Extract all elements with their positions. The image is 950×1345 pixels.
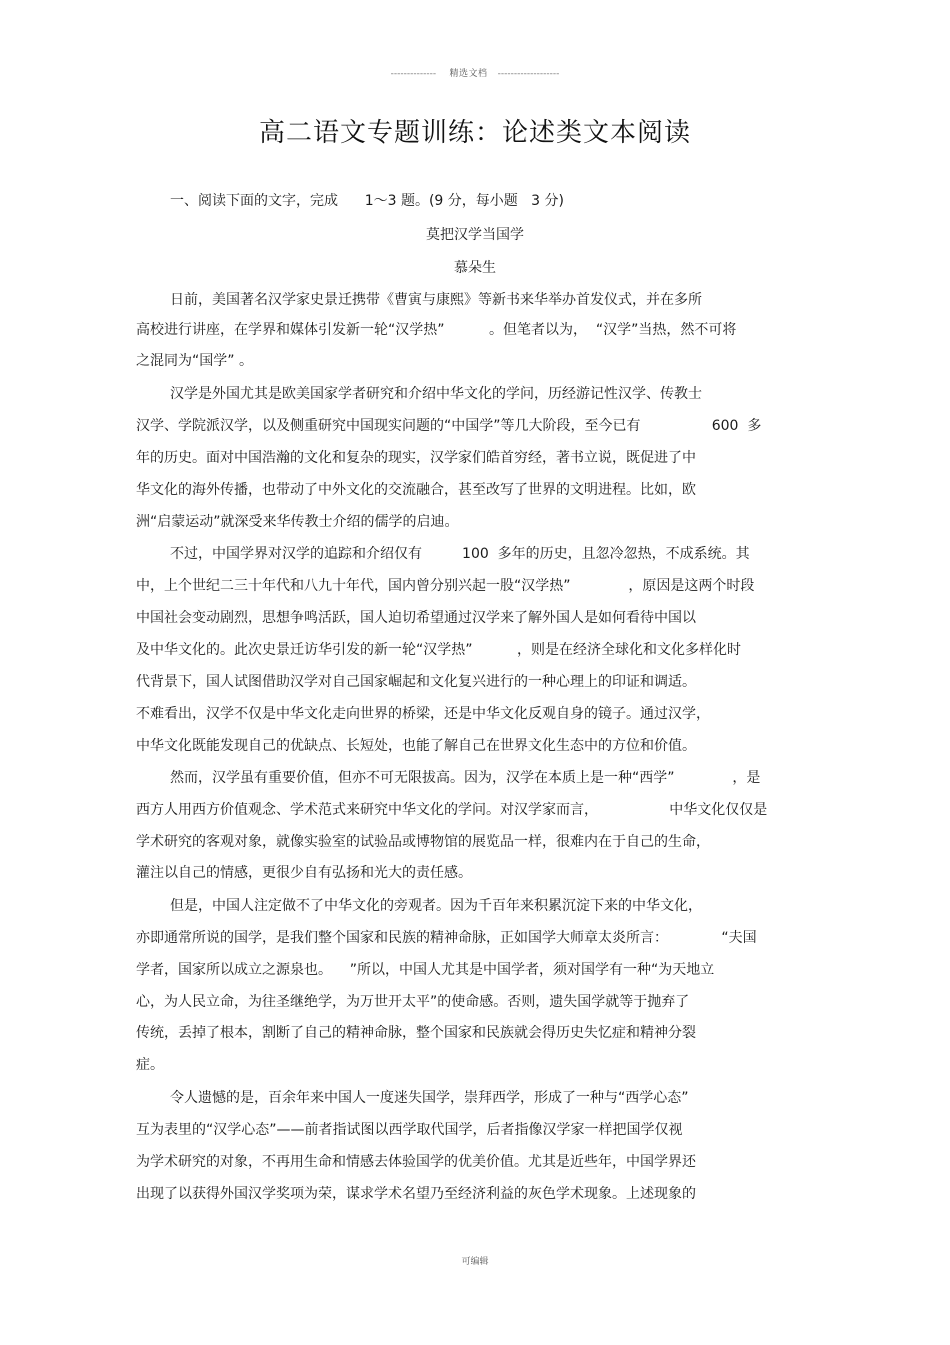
text-line: 华文化的海外传播，也带动了中外文化的交流融合，甚至改写了世界的文明进程。比如，欧 [136,482,696,498]
text-line: 但是，中国人注定做不了中华文化的旁观者。因为千百年来积累沉淀下来的中华文化， [170,898,702,914]
text-line: 亦即通常所说的国学，是我们整个国家和民族的精神命脉，正如国学大师章太炎所言： “夫国 [136,930,757,946]
header-label: 精选文档 [449,69,488,79]
text-line: 洲“启蒙运动”就深受来华传教士介绍的儒学的启迪。 [136,514,459,530]
text-line: 年的历史。面对中国浩瀚的文化和复杂的现实，汉学家们皓首穷经，著书立说，既促进了中 [136,450,696,466]
page-footer: 可编辑 [461,1257,489,1267]
text-line: 代背景下，国人试图借助汉学对自己国家崛起和文化复兴进行的一种心理上的印证和调适。 [136,674,696,690]
text-line: 日前，美国著名汉学家史景迁携带《曹寅与康熙》等新书来华举办首发仪式，并在多所 [170,292,702,308]
text-line: 令人遗憾的是，百余年来中国人一度迷失国学，崇拜西学，形成了一种与“西学心态” [170,1090,689,1106]
text-line: 症。 [136,1057,164,1073]
text-line: 灌注以自己的情感，更很少自有弘扬和光大的责任感。 [136,865,472,881]
document-title: 高二语文专题训练：论述类文本阅读 [258,118,691,148]
text-line: 不难看出，汉学不仅是中华文化走向世界的桥梁，还是中华文化反观自身的镜子。通过汉学， [136,706,710,722]
header-dashes-left: -------------- [390,69,437,79]
article-title: 莫把汉学当国学 [426,227,524,243]
text-line: 心，为人民立命，为往圣继绝学，为万世开太平”的使命感。否则，遗失国学就等于抛弃了 [136,994,690,1010]
text-line: 不过，中国学界对汉学的追踪和介绍仅有 100 多年的历史，且忽冷忽热，不成系统。其 [170,546,750,562]
text-line: 西方人用西方价值观念、学术范式来研究中华文化的学问。对汉学家而言， 中华文化仅仅是 [136,802,768,818]
text-line: 汉学、学院派汉学，以及侧重研究中国现实问题的“中国学”等几大阶段，至今已有 600 多 [136,418,762,434]
text-line: 中华文化既能发现自己的优缺点、长短处，也能了解自己在世界文化生态中的方位和价值。 [136,738,696,754]
article-author: 慕朵生 [454,260,496,276]
text-line: 互为表里的“汉学心态”——前者指试图以西学取代国学，后者指像汉学家一样把国学仅视 [136,1122,683,1138]
text-line: 然而，汉学虽有重要价值，但亦不可无限拔高。因为，汉学在本质上是一种“西学” ，是 [170,770,761,786]
text-line: 汉学是外国尤其是欧美国家学者研究和介绍中华文化的学问，历经游记性汉学、传教士 [170,386,702,402]
text-line: 之混同为“国学” 。 [136,353,253,369]
header-dashes-right: ------------------- [497,69,560,79]
text-line: 为学术研究的对象，不再用生命和情感去体验国学的优美价值。尤其是近些年，中国学界还 [136,1154,696,1170]
text-line: 学术研究的客观对象，就像实验室的试验品或博物馆的展览品一样，很难内在于自己的生命， [136,834,710,850]
text-line: 高校进行讲座，在学界和媒体引发新一轮“汉学热” 。但笔者以为， “汉学”当热，然不可将 [136,322,737,338]
text-line: 中国社会变动剧烈，思想争鸣活跃，国人迫切希望通过汉学来了解外国人是如何看待中国以 [136,610,696,626]
question-instruction: 一、阅读下面的文字，完成 1～3 题。(9 分，每小题 3 分) [170,193,564,209]
page-header [0,66,950,79]
text-line: 学者，国家所以成立之源泉也。 ”所以，中国人尤其是中国学者，须对国学有一种“为天地立 [136,962,715,978]
text-line: 及中华文化的。此次史景迁访华引发的新一轮“汉学热” ，则是在经济全球化和文化多样化时 [136,642,742,658]
text-line: 出现了以获得外国汉学奖项为荣，谋求学术名望乃至经济利益的灰色学术现象。上述现象的 [136,1186,696,1202]
text-line: 传统，丢掉了根本，割断了自己的精神命脉，整个国家和民族就会得历史失忆症和精神分裂 [136,1025,696,1041]
text-line: 中，上个世纪二三十年代和八九十年代，国内曾分别兴起一股“汉学热” ，原因是这两个时段 [136,578,755,594]
